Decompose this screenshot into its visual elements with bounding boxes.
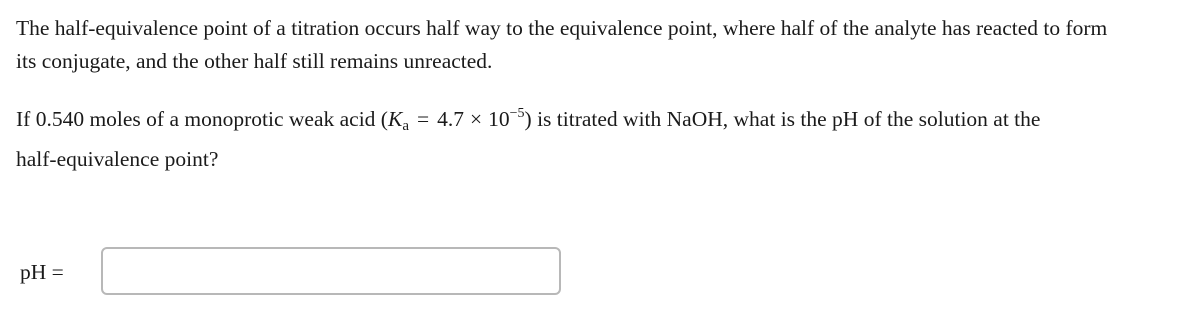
ka-subscript: a — [402, 118, 409, 134]
intro-line-1: The half-equivalence point of a titration occurs half way to the equivalence point, where half of the analyte has reacted to form — [16, 16, 1108, 40]
equals-sign: = — [416, 107, 430, 131]
ka-mantissa: 4.7 — [437, 107, 464, 131]
answer-row — [16, 246, 576, 298]
ka-base: 10 — [488, 107, 510, 131]
intro-line-2: its conjugate, and the other half still remains unreacted. — [16, 49, 493, 73]
question-text-start: If 0.540 moles of a monoprotic weak acid ( — [16, 107, 388, 131]
intro-paragraph — [16, 12, 1186, 78]
ph-label: pH = — [20, 260, 64, 284]
ka-symbol — [387, 107, 409, 134]
k-letter: K — [387, 107, 403, 131]
problem-content — [16, 12, 1186, 176]
times-sign: × — [470, 107, 483, 131]
question-paragraph — [16, 97, 1186, 176]
question-text-end: ) is titrated with NaOH, what is the pH of the solution at the — [524, 107, 1041, 131]
ph-answer-input[interactable] — [101, 247, 561, 295]
question-line-2: half-equivalence point? — [16, 147, 219, 171]
ka-exponent: −5 — [509, 106, 525, 121]
